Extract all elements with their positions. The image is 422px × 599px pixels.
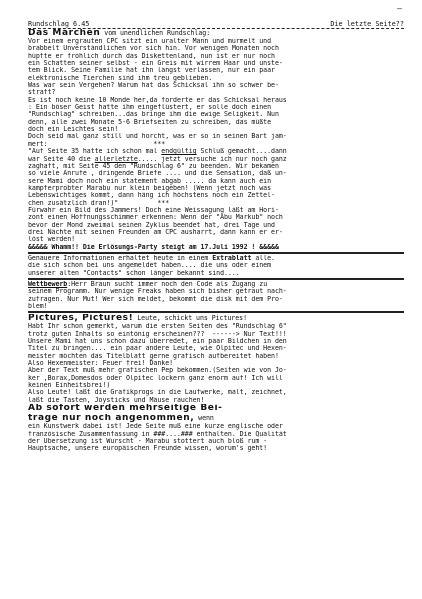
text-line: drei Nächte mit seinen Freunden am CPC ausharrt, dann kann er er- [28, 228, 283, 236]
info-post: alle. [251, 254, 275, 262]
text-line: : Ein böser Geist hatte ihm eingeflüstert, er solle doch einen [28, 104, 272, 112]
text-line: ein Kunstwerk dabei ist! Jede Seite muß eine kurze englische oder [28, 423, 283, 431]
maerchen-title-rest: vom unendlichen Rundschlag: [100, 29, 211, 37]
text-line: Habt Ihr schon gemerkt, warum die ersten Seiten des "Rundschlag 6" [28, 323, 287, 331]
text-line: der Übersetzung ist Wurscht - Marabu stottert auch bloß rum - [28, 437, 268, 445]
text-line: Es ist noch keine 10 Monde her,da forderte er das Schicksal heraus [28, 96, 287, 104]
text-line: Doch seid mal ganz still und horcht, was er so in seinen Bart jam- [28, 133, 287, 141]
text-line: blem! [28, 303, 48, 311]
text-line: trotz guten Inhalts so eintönig erscheinen??? ------> Nur Text!!! [28, 330, 287, 338]
text-line: tem Blick. Seine Familie hat ihn längst verlassen, nur ein paar [28, 67, 275, 75]
text-line: Also Leute! laßt die Grafikprogs in die Laufwerke, malt, zeichnet, [28, 389, 287, 397]
info-emphasis: Extrablatt [212, 254, 252, 262]
ab-sofort-title-rest: wenn [194, 413, 214, 422]
section-divider [28, 252, 404, 254]
pictures-heading [28, 314, 404, 323]
text-line: Hauptsache, unsere europäischen Freunde wissen, worum's geht! [28, 445, 268, 453]
text-line: kampferprobter Marabu nur klein beigeben! (Wenn jetzt noch was [28, 184, 272, 192]
maerchen-title: Das Märchen [28, 29, 101, 38]
party-announcement: &&&&& Whamm!! Die Erlösungs-Party steigt am 17.Juli 1992 ! &&&&& [28, 243, 279, 251]
text-line: meister möchten das Titelblatt gerne grafisch aufbereitet haben! [28, 352, 279, 360]
header-left: Rundschlag 6.45 [28, 20, 90, 28]
text-line: zont einen Hoffnungsschimmer erkennen: Wenn der "Abu Markub" noch [28, 214, 283, 222]
text-line: Lebenswichtiges kommt, dann häng ich höchstens noch ein Zettel- [28, 192, 275, 200]
text-line: bevor der Mond zweimal seinen Zyklus beendet hat, drei Tage und [28, 221, 275, 229]
quote-emphasis: endgültig [161, 148, 197, 156]
text-line: keinen Einheitsbrei!) [28, 382, 111, 390]
text-line: doch ein Leichtes sein! [28, 126, 119, 134]
info-section [28, 255, 404, 277]
info-line [28, 255, 404, 262]
text-line: Aber der Text muß mehr grafischen Pep bekommen.(Seiten wie von Jo- [28, 367, 287, 375]
ab-sofort-section [28, 404, 404, 452]
quote-emphasis: allerletzte [94, 155, 138, 163]
quote-post: Schluß gemacht....dann [196, 148, 287, 156]
text-line: sere Mami doch noch ein statement abgab ..... da kann auch ein [28, 177, 272, 185]
pictures-first: Leute, schickt uns Pictures! [133, 314, 247, 323]
text-line: brabbelt Unverständlichen vor sich hin. Vor wenigen Monaten noch [28, 45, 279, 53]
text-line: Also Hexenmeister: Feuer frei! Danke! [28, 360, 174, 368]
section-divider [28, 278, 404, 280]
text-line: die sich schon bei uns angemeldet haben.... die uns oder einem [28, 262, 272, 270]
ab-sofort-title-2: träge nur noch angenommen, [28, 413, 195, 423]
info-pre: Genauere Informationen erhaltet heute in einem [28, 254, 213, 262]
text-line: straft? [28, 89, 56, 97]
text-line: französische Zusammenfassung in ###....### enthalten. Die Qualität [28, 430, 287, 438]
maerchen-heading [28, 29, 404, 38]
text-line: ein Schatten seiner selbst - ein Greis mit wirrem Haar und unste- [28, 60, 283, 68]
quote-pre: "Auf Seite 35 hatte ich schon mal [28, 148, 162, 156]
corner-mark: ― [397, 4, 402, 13]
text-line: Vor einem ergrauten CPC sitzt ein uralter Mann und murmelt und [28, 38, 272, 45]
wettbewerb-section [28, 281, 404, 310]
maerchen-body [28, 38, 404, 251]
text-line: zaghaft, mit Seite 45 den "Rundschlag 6" zu beenden. Wir bekamen [28, 162, 279, 170]
wettbewerb-label: Wettbewerb [28, 281, 68, 288]
text-line: Unsere Mami hat uns schon dazu überredet, ein paar Bildchen in den [28, 338, 287, 346]
ab-sofort-title-1: Ab sofort werden mehrseitige Bei- [28, 404, 223, 414]
text-line: mert: *** [28, 140, 166, 148]
text-line: Was war sein Vergehen? Warum hat das Schicksal ihn so schwer be- [28, 82, 279, 90]
text-line: hüpfte er fröhlich durch das Diskettenland, nun ist er nur noch [28, 52, 275, 60]
wettbewerb-text: :Herr Braun sucht immer noch den Code als Zugang zu [67, 281, 268, 288]
page-header [28, 20, 404, 28]
text-line: elektronische Tierchen sind ihm treu geblieben. [28, 74, 213, 82]
text-line: ker ,Borax,Domesdos oder Olpitec lockern ganz enorm auf! Ich will [28, 374, 283, 382]
text-line: "Rundschlag" schreiben...das bringe ihm die ewige Seligkeit. Nun [28, 111, 279, 119]
text-line: löst werden! [28, 236, 76, 244]
pictures-title: Pictures, Pictures! [28, 314, 134, 324]
text-line: Fürwahr ein Bild des Jammers! Doch eine Weissagung läßt am Hori- [28, 206, 279, 214]
text-line: denn, alle zwei Monate 5-6 Briefseiten zu schreiben, das müßte [28, 118, 272, 126]
ab-sofort-title-2-line [28, 414, 404, 424]
text-line: so viele Anrufe , dringende Briefe .... und die Sensation, daß un- [28, 170, 287, 178]
quote-pre: war Seite 40 die [28, 155, 95, 163]
text-line: zufragen. Nur Mut! Wer sich meldet, bekommt die disk mit dem Pro- [28, 295, 283, 303]
quote-line [28, 148, 404, 155]
text-line: Titel zu bringen.... ein paar andere Leute, wie Olpitec und Hexen- [28, 345, 287, 353]
text-line: chen zusätzlich dran!)" *** [28, 199, 170, 207]
quote-post: ..... jetzt versuche ich nur noch ganz [137, 155, 287, 163]
text-line: seinem Programm. Nur wenige Freaks haben sich bisher getraut nach- [28, 288, 287, 296]
wettbewerb-first-line [28, 281, 404, 288]
text-line: laßt die Tasten, Joysticks und Mäuse rauchen! [28, 396, 205, 404]
text-line: unserer alten "Contacts" schon länger bekannt sind.... [28, 269, 240, 277]
header-right: Die letzte Seite?? [330, 20, 404, 28]
quote-line [28, 156, 404, 163]
pictures-section [28, 314, 404, 404]
section-divider [28, 311, 404, 313]
